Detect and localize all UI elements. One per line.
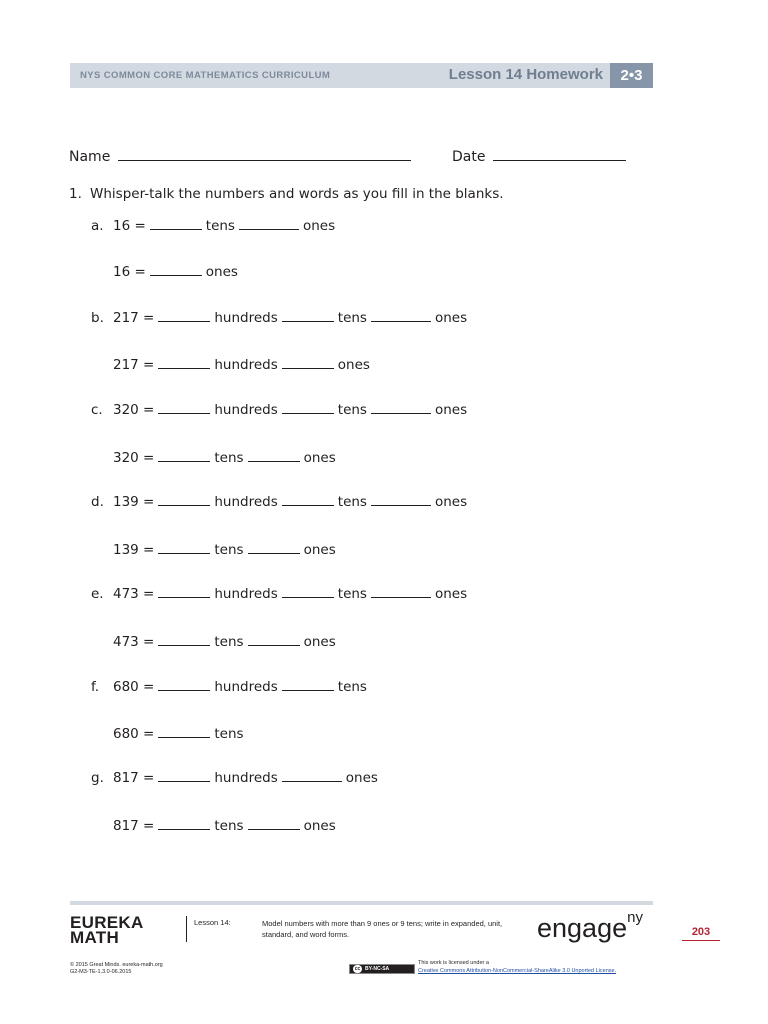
name-field <box>69 147 411 165</box>
item-d-line2: 139 = tens ones <box>113 542 336 558</box>
problem-text: Whisper-talk the numbers and words as you fill in the blanks. <box>90 186 504 202</box>
item-letter: d. <box>91 494 104 510</box>
answer-blank[interactable] <box>248 450 300 462</box>
cc-icon: cc <box>354 966 361 972</box>
item-letter: f. <box>91 679 100 695</box>
item-letter: b. <box>91 310 104 326</box>
answer-blank[interactable] <box>371 310 431 322</box>
item-letter: c. <box>91 402 103 418</box>
date-blank[interactable] <box>493 147 626 161</box>
answer-blank[interactable] <box>282 310 334 322</box>
footer-lesson-label: Lesson 14: <box>194 918 231 927</box>
answer-blank[interactable] <box>282 357 334 369</box>
item-b-line2: 217 = hundreds ones <box>113 357 370 373</box>
answer-blank[interactable] <box>158 818 210 830</box>
footer-rule <box>70 901 653 905</box>
problem-number: 1. <box>69 186 82 202</box>
creative-commons-badge: cc BY-NC-SA <box>349 964 415 974</box>
answer-blank[interactable] <box>371 494 431 506</box>
problem-instruction <box>69 186 504 202</box>
lesson-title: Lesson 14 Homework <box>448 66 603 83</box>
page-header <box>70 63 653 88</box>
answer-blank[interactable] <box>371 402 431 414</box>
item-a-line2: 16 = ones <box>113 264 238 280</box>
item-letter: e. <box>91 586 104 602</box>
answer-blank[interactable] <box>158 450 210 462</box>
grade-module-badge: 2•3 <box>610 63 653 88</box>
date-field <box>452 147 626 165</box>
license-intro: This work is licensed under a <box>418 960 489 966</box>
answer-blank[interactable] <box>282 402 334 414</box>
answer-blank[interactable] <box>248 634 300 646</box>
item-g-line2: 817 = tens ones <box>113 818 336 834</box>
page-number: 203 <box>682 926 720 941</box>
engageny-logo: engage$^{ny}$ <box>537 909 643 943</box>
item-f-line1: 680 = hundreds tens <box>113 679 367 695</box>
answer-blank[interactable] <box>282 770 342 782</box>
answer-blank[interactable] <box>158 770 210 782</box>
item-a-line1: 16 = tens ones <box>113 218 336 234</box>
item-f-line2: 680 = tens <box>113 726 244 742</box>
footer-lesson-description: Model numbers with more than 9 ones or 9 tens; write in expanded, unit, standard, and word forms. <box>262 919 503 939</box>
item-letter: g. <box>91 770 104 786</box>
answer-blank[interactable] <box>282 679 334 691</box>
answer-blank[interactable] <box>282 494 334 506</box>
answer-blank[interactable] <box>158 679 210 691</box>
curriculum-title: NYS COMMON CORE MATHEMATICS CURRICULUM <box>80 70 331 81</box>
answer-blank[interactable] <box>282 586 334 598</box>
answer-blank[interactable] <box>158 357 210 369</box>
name-label: Name <box>69 149 111 165</box>
answer-blank[interactable] <box>248 542 300 554</box>
item-d-line1: 139 = hundreds tens ones <box>113 494 468 510</box>
copyright: © 2015 Great Minds. eureka-math.org G2-M3-TE-1.3.0-06.2015 <box>70 962 163 975</box>
name-blank[interactable] <box>118 147 411 161</box>
answer-blank[interactable] <box>239 218 299 230</box>
footer-divider <box>186 916 187 942</box>
answer-blank[interactable] <box>150 218 202 230</box>
item-e-line2: 473 = tens ones <box>113 634 336 650</box>
item-letter: a. <box>91 218 104 234</box>
answer-blank[interactable] <box>158 402 210 414</box>
item-c-line2: 320 = tens ones <box>113 450 336 466</box>
answer-blank[interactable] <box>158 634 210 646</box>
license-link[interactable]: Creative Commons Attribution-NonCommercial-ShareAlike 3.0 Unported License. <box>418 968 617 974</box>
answer-blank[interactable] <box>150 264 202 276</box>
date-label: Date <box>452 149 486 165</box>
item-c-line1: 320 = hundreds tens ones <box>113 402 468 418</box>
eureka-math-logo: EUREKA MATH <box>70 913 144 947</box>
answer-blank[interactable] <box>158 494 210 506</box>
item-g-line1: 817 = hundreds ones <box>113 770 378 786</box>
answer-blank[interactable] <box>158 542 210 554</box>
answer-blank[interactable] <box>158 586 210 598</box>
item-b-line1: 217 = hundreds tens ones <box>113 310 468 326</box>
answer-blank[interactable] <box>371 586 431 598</box>
answer-blank[interactable] <box>248 818 300 830</box>
answer-blank[interactable] <box>158 726 210 738</box>
item-e-line1: 473 = hundreds tens ones <box>113 586 468 602</box>
answer-blank[interactable] <box>158 310 210 322</box>
